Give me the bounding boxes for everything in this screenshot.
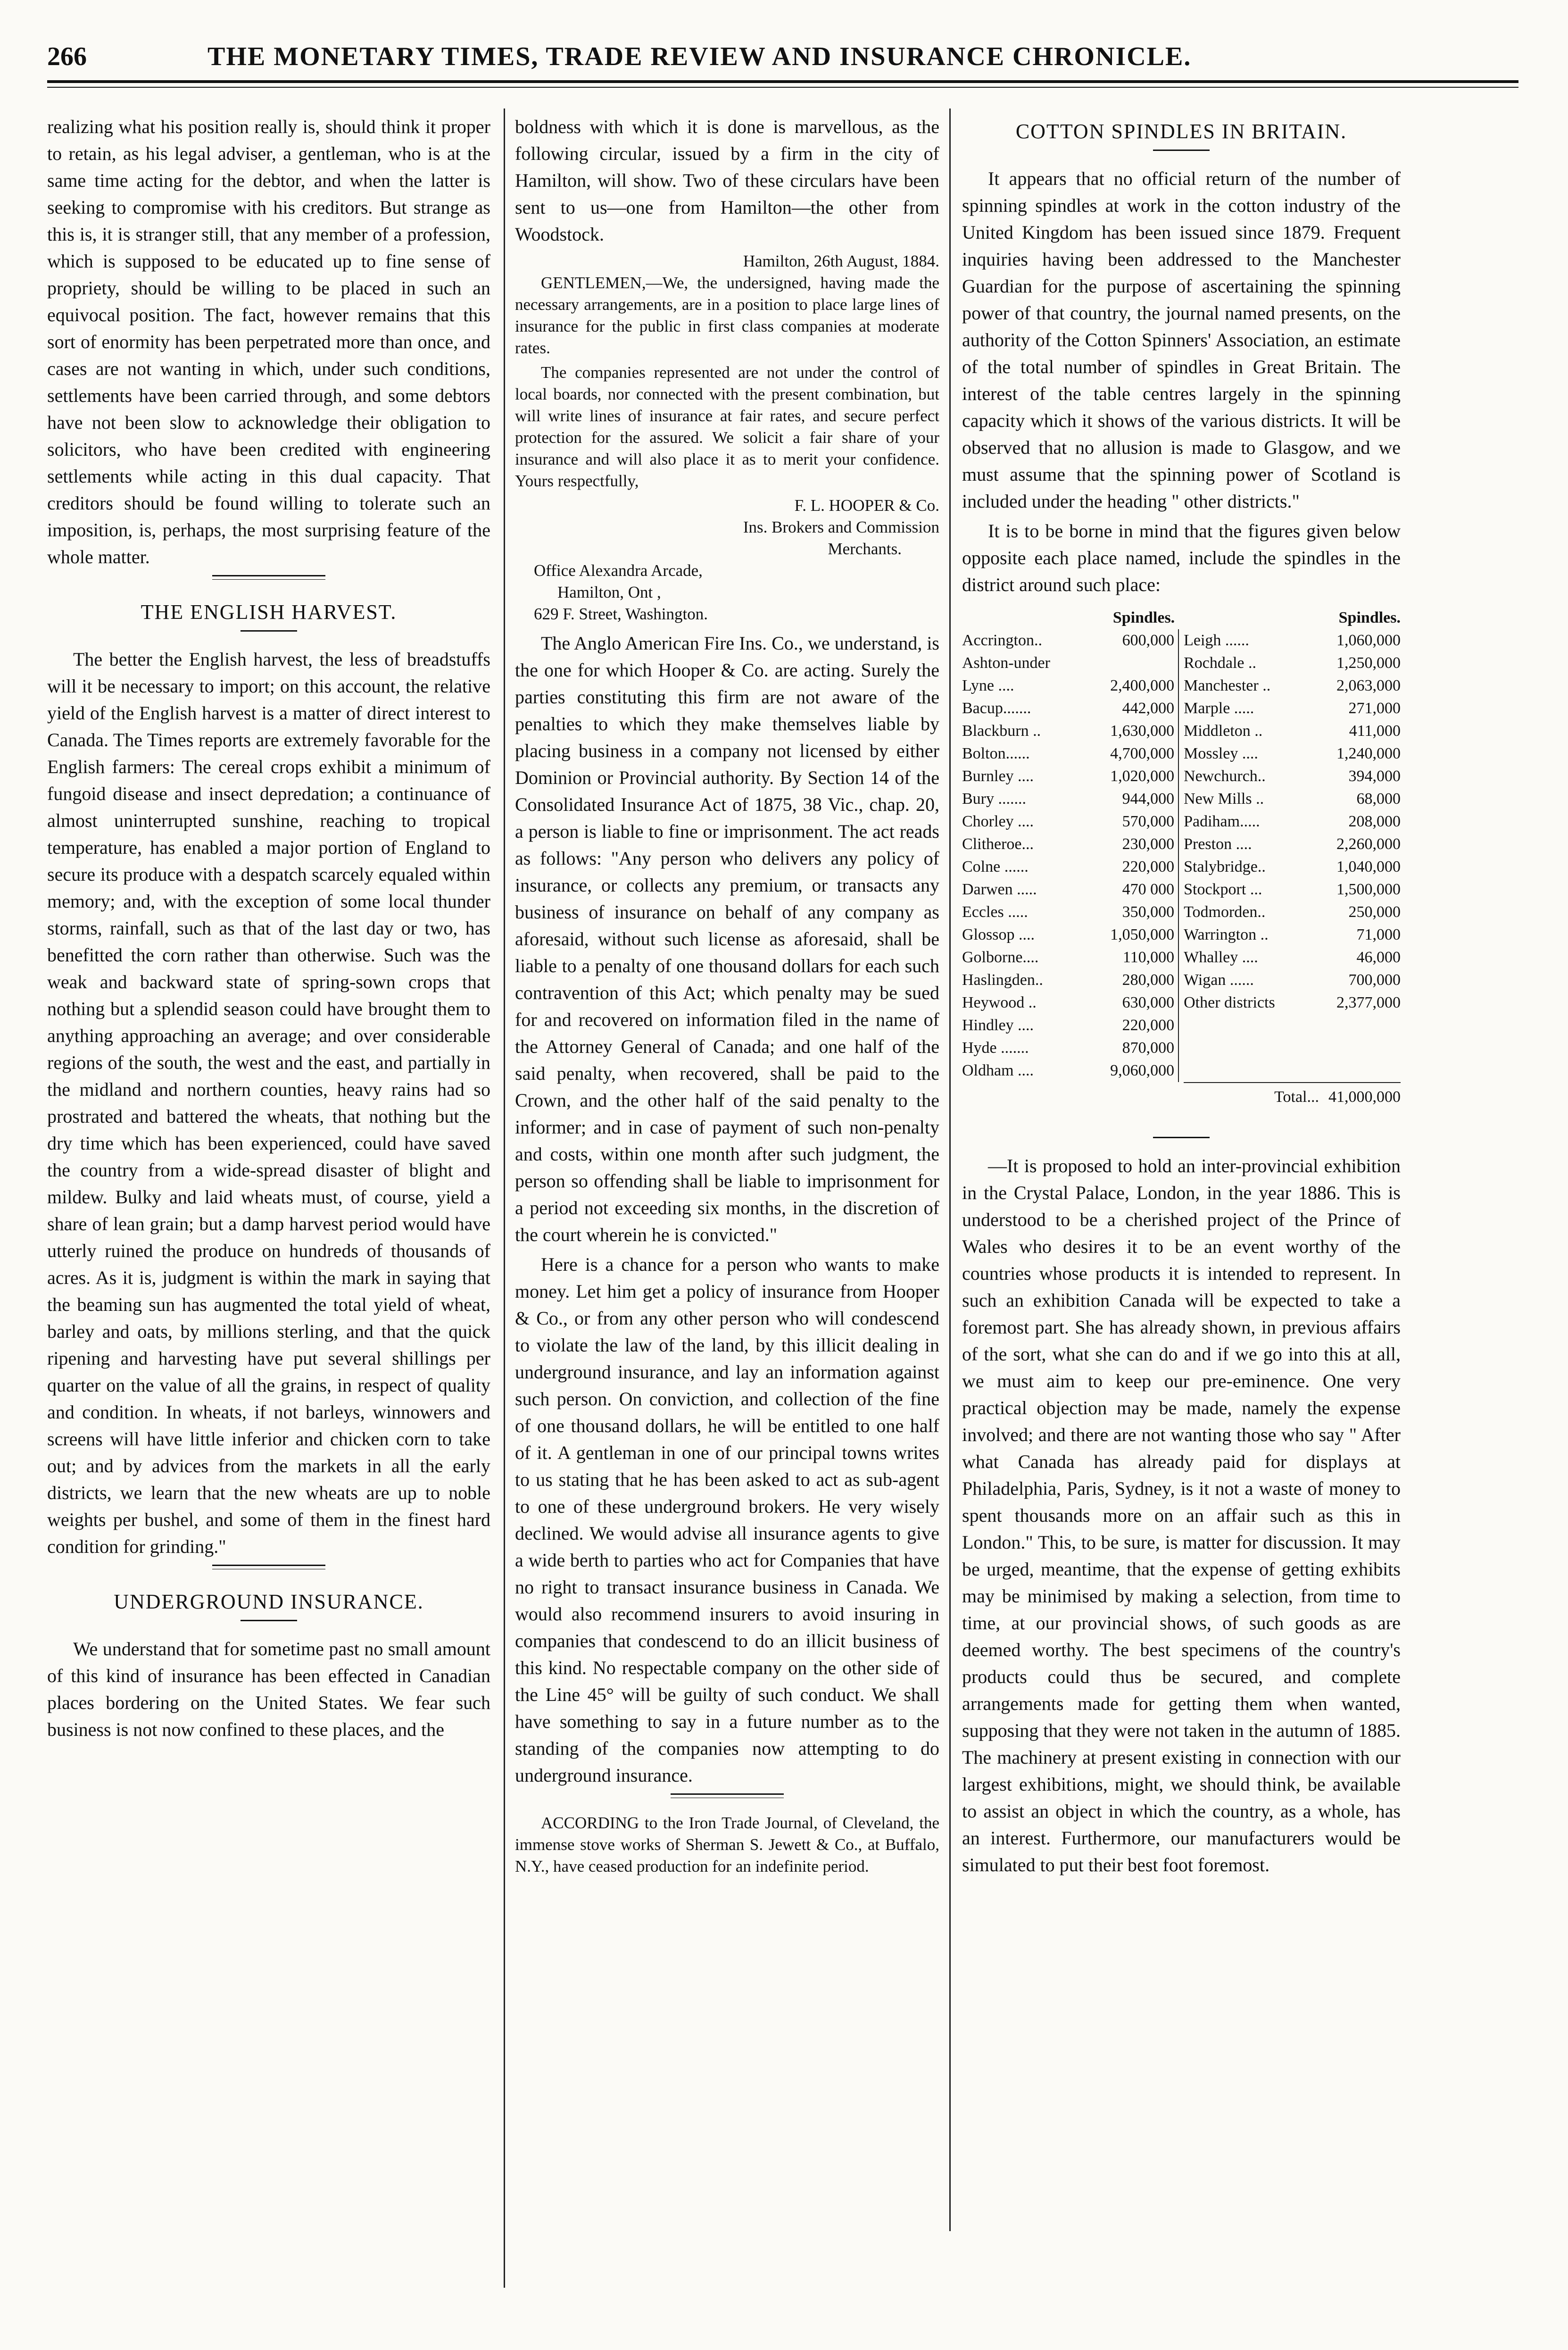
page-number: 266 — [47, 42, 87, 71]
dateline: Hamilton, 26th August, 1884. — [743, 252, 939, 270]
place-name: Bacup....... — [962, 700, 1031, 717]
place-name: Chorley .... — [962, 813, 1034, 830]
total-value: 41,000,000 — [1328, 1088, 1401, 1106]
place-name: Lyne .... — [962, 677, 1014, 694]
place-name — [1179, 1037, 1308, 1059]
table-row — [962, 810, 1401, 833]
spindle-count: 208,000 — [1348, 813, 1401, 830]
place-name: Marple ..... — [1184, 700, 1254, 717]
place-name: Darwen ..... — [962, 881, 1037, 898]
spindle-count: 280,000 — [1078, 969, 1179, 992]
spindle-count: 570,000 — [1078, 810, 1179, 833]
place-name: Mossley .... — [1184, 745, 1258, 762]
place-name: Burnley .... — [962, 767, 1034, 785]
signature: Merchants. — [828, 540, 902, 558]
top-rule — [47, 80, 1518, 83]
table-row — [962, 720, 1401, 742]
place-name: Preston .... — [1184, 835, 1252, 853]
spindle-count: 1,060,000 — [1336, 632, 1401, 649]
table-row — [962, 878, 1401, 901]
place-name: Oldham .... — [962, 1062, 1034, 1079]
table-row — [962, 765, 1401, 788]
spindle-count: 68,000 — [1356, 790, 1401, 808]
spindle-count: 394,000 — [1348, 767, 1401, 785]
paragraph: The Anglo American Fire Ins. Co., we understand, is the one for which Hooper & Co. are acting. Surely the parties constituting this firm are not aware of the penalties to which they make themselves liable by placing business in a company not licensed by either Dominion or Provincial authority. By Section 14 of the Consolidated Insurance Act of 1875, 38 Vic., chap. 20, a person is liable to fine or imprisonment. The act reads as follows: "Any person who delivers any policy of insurance, or collects any premium, or transacts any business of insurance on behalf of any company as aforesaid, without such license as aforesaid, shall be liable to a penalty of one thousand dollars for each such contravention of this Act; which penalty may be sued for and recovered on information filed in the name of the Attorney General of Canada; and one half of the said penalty, when recovered, shall be paid to the Crown, and the other half of the said penalty to the informer; and in case of payment of such non-penalty and costs, within one month after such judgment, the person so offending shall be liable to imprisonment for a period not exceeding six months, in the discretion of the court wherein he is convicted." — [515, 633, 939, 1245]
heading-rule — [1153, 150, 1210, 151]
place-name: Whalley .... — [1184, 949, 1258, 966]
spindle-count: 700,000 — [1348, 971, 1401, 989]
spindle-count: 350,000 — [1078, 901, 1179, 924]
spindle-count: 2,377,000 — [1336, 994, 1401, 1011]
section-divider — [212, 1565, 325, 1569]
spindles-table — [962, 607, 1401, 1108]
table-row — [962, 833, 1401, 856]
spindle-count: 600,000 — [1078, 629, 1179, 652]
place-name: Bolton...... — [962, 745, 1030, 762]
table-header-cell: Spindles. — [1112, 609, 1175, 626]
place-name: Bury ....... — [962, 790, 1026, 808]
table-header-cell: Spindles. — [1338, 609, 1401, 626]
place-name: Newchurch.. — [1184, 767, 1266, 785]
section-divider — [212, 575, 325, 580]
table-row — [962, 1014, 1401, 1037]
spindle-count: 2,260,000 — [1336, 835, 1401, 853]
spindle-count: 220,000 — [1078, 856, 1179, 878]
section-divider — [1153, 1137, 1210, 1138]
column-3 — [962, 113, 1401, 1881]
table-row — [962, 992, 1401, 1014]
spindle-count: 46,000 — [1356, 949, 1401, 966]
paragraph: We understand that for sometime past no small amount of this kind of insurance has been effected in Canadian places bordering on the United States. We fear such business is not now confined to these places, and the — [47, 1638, 490, 1740]
paragraph: It appears that no official return of the number of spinning spindles at work in the cotton industry of the United Kingdom has been issued since 1879. Frequent inquiries having been addressed to the Manchester Guardian for the purpose of ascertaining the spinning power of that country, the journal named presents, on the authority of the Cotton Spinners' Association, an estimate of the total number of spindles in Great Britain. The interest of the table centres largely in the spinning capacity which it shows of the various districts. It will be observed that no allusion is made to Glasgow, and we must assume that the spinning power of Scotland is included under the heading " other districts." — [962, 168, 1401, 512]
place-name: Stockport ... — [1184, 881, 1262, 898]
office-address: Hamilton, Ont , — [557, 583, 661, 601]
table-row — [962, 1059, 1401, 1082]
table-body — [962, 629, 1401, 1082]
spindle-count: 1,630,000 — [1078, 720, 1179, 742]
table-row — [962, 946, 1401, 969]
spindle-count: 1,050,000 — [1078, 924, 1179, 946]
spindle-count: 2,400,000 — [1078, 675, 1179, 697]
heading-rule — [241, 1620, 297, 1621]
table-row — [962, 742, 1401, 765]
place-name: Glossop .... — [962, 926, 1035, 943]
place-name: Accrington.. — [962, 632, 1042, 649]
spindle-count: 110,000 — [1078, 946, 1179, 969]
place-name: Other districts — [1184, 994, 1275, 1011]
place-name: Stalybridge.. — [1184, 858, 1266, 875]
spindle-count: 944,000 — [1078, 788, 1179, 810]
section-divider — [671, 1793, 784, 1798]
spindle-count: 1,500,000 — [1336, 881, 1401, 898]
place-name: Hindley .... — [962, 1017, 1034, 1034]
place-name: Blackburn .. — [962, 722, 1041, 740]
office-address: 629 F. Street, Washington. — [534, 605, 708, 623]
paragraph: realizing what his position really is, should think it proper to retain, as his legal adviser, a gentleman, who is at the same time acting for the debtor, and when the latter is seeking to compromise with his creditors. But strange as this is, it is stranger still, that any member of a profession, which is supposed to be educated up to fine sense of propriety, should be willing to be placed in such an equivocal position. The fact, however remains that this sort of enormity has been perpetrated more than once, and cases are not wanting in which, under such conditions, settlements have been carried through, and some debtors have not been slow to acknowledge their obligation to solicitors, who have been credited with engineering settlements while acting in this dual capacity. That creditors should be found willing to tolerate such an imposition, is, perhaps, the most surprising feature of the whole matter. — [47, 116, 490, 567]
spindle-count — [1078, 652, 1179, 675]
spindle-count — [1308, 1059, 1401, 1082]
table-header — [962, 607, 1401, 629]
place-name: Haslingden.. — [962, 971, 1043, 989]
spindle-count: 870,000 — [1078, 1037, 1179, 1059]
place-name: Manchester .. — [1184, 677, 1271, 694]
section-heading: COTTON SPINDLES IN BRITAIN. — [1015, 120, 1347, 143]
spindle-count: 1,040,000 — [1336, 858, 1401, 875]
spindle-count: 230,000 — [1078, 833, 1179, 856]
office-address: Office Alexandra Arcade, — [534, 561, 703, 580]
paragraph: —It is proposed to hold an inter-provincial exhibition in the Crystal Palace, London, in the year 1886. This is understood to be a cherished project of the Prince of Wales who desires it to be an event worthy of the countries whose products it is intended to represent. In such an exhibition Canada will be expected to take a foremost part. She has already shown, in previous affairs of the sort, what she can do and if we go into this at all, we must aim to keep our pre-eminence. One very practical objection may be made, namely the expense involved; and there are not wanting those who say " After what Canada has already paid for displays at Philadelphia, Paris, Sydney, is it not a waste of money to spent thousands more on an affair such as this in London." This, to be sure, is matter for discussion. It may be urged, meantime, that the expense of getting exhibits may be minimised by making a selection, from time to time, at our provincial shows, of such goods as are deemed worthy. The best specimens of the country's products could thus be secured, and complete arrangements made for getting them when wanted, supposing that they were not taken in the autumn of 1885. The machinery at present existing in connection with our largest exhibitions, might, we should think, be available to assist an object in which the country, as a whole, has an interest. Furthermore, our manufacturers would be simulated to put their best foot foremost. — [962, 1155, 1401, 1875]
paragraph: It is to be borne in mind that the figures given below opposite each place named, include the spindles in the district around such place: — [962, 520, 1401, 595]
table-total — [1184, 1082, 1401, 1108]
table-row — [962, 924, 1401, 946]
spindle-count: 1,250,000 — [1336, 654, 1401, 672]
spindle-count: 4,700,000 — [1078, 742, 1179, 765]
place-name: Ashton-under — [962, 654, 1050, 672]
place-name: Rochdale .. — [1184, 654, 1257, 672]
table-row — [962, 969, 1401, 992]
table-row — [962, 901, 1401, 924]
spindle-count: 9,060,000 — [1078, 1059, 1179, 1082]
spindle-count: 220,000 — [1078, 1014, 1179, 1037]
place-name: Clitheroe... — [962, 835, 1034, 853]
table-row — [962, 652, 1401, 675]
signature: F. L. HOOPER & Co. — [794, 496, 939, 515]
place-name: Hyde ....... — [962, 1039, 1029, 1057]
column-divider-2 — [949, 108, 951, 2231]
place-name: Leigh ...... — [1184, 632, 1249, 649]
spindle-count: 411,000 — [1349, 722, 1401, 740]
top-rule-thin — [47, 87, 1518, 88]
place-name: Eccles ..... — [962, 903, 1028, 921]
place-name: Colne ...... — [962, 858, 1029, 875]
table-row — [962, 788, 1401, 810]
section-heading: UNDERGROUND INSURANCE. — [114, 1590, 424, 1613]
paragraph: Here is a chance for a person who wants to make money. Let him get a policy of insurance from Hooper & Co., or from any other person who will condescend to violate the law of the land, by this illicit dealing in underground insurance, and lay an information against such person. On conviction, and collection of the fine of one thousand dollars, he will be entitled to one half of it. A gentleman in one of our principal towns writes to us stating that he has been asked to act as sub-agent to one of these underground brokers. He very wisely declined. We would advise all insurance agents to give a wide berth to parties who act for Companies that have no right to transact insurance business in Canada. We would also recommend insurers to avoid insuring in companies that condescend to do an illicit business of this kind. No respectable company on the other side of the Line 45° will be guilty of such conduct. We shall have something to say in a future number as to the standing of the companies now attempting to do underground insurance. — [515, 1254, 939, 1786]
spindle-count: 1,020,000 — [1078, 765, 1179, 788]
spindle-count: 271,000 — [1348, 700, 1401, 717]
paragraph: ACCORDING to the Iron Trade Journal, of Cleveland, the immense stove works of Sherman S. Jewett & Co., at Buffalo, N.Y., have ceased production for an indefinite period. — [515, 1814, 939, 1875]
spindle-count — [1308, 1037, 1401, 1059]
total-label: Total... — [1274, 1088, 1319, 1106]
place-name: Warrington .. — [1184, 926, 1269, 943]
place-name: New Mills .. — [1184, 790, 1264, 808]
table-row — [962, 856, 1401, 878]
table-row — [962, 1037, 1401, 1059]
column-1 — [47, 113, 490, 1746]
masthead: THE MONETARY TIMES, TRADE REVIEW AND INSURANCE CHRONICLE. — [207, 42, 1192, 71]
place-name: Middleton .. — [1184, 722, 1263, 740]
place-name: Padiham..... — [1184, 813, 1260, 830]
circular-text: The companies represented are not under the control of local boards, nor connected with the present combination, but will write lines of insurance at fair rates, and secure perfect protection for the assured. We solicit a fair share of your insurance and will also place it as to merit your confidence. Yours respectfully, — [515, 363, 939, 490]
place-name: Heywood .. — [962, 994, 1037, 1011]
column-divider-1 — [504, 108, 505, 2288]
paragraph: boldness with which it is done is marvellous, as the following circular, issued by a firm in the city of Hamilton, will show. Two of these circulars have been sent to us—one from Hamilton—the other from Woodstock. — [515, 116, 939, 245]
spindle-count: 470 000 — [1078, 878, 1179, 901]
spindle-count: 250,000 — [1348, 903, 1401, 921]
circular-text: GENTLEMEN,—We, the undersigned, having made the necessary arrangements, are in a position to place large lines of insurance for the public in first class companies at moderate rates. — [515, 274, 939, 357]
spindle-count: 71,000 — [1356, 926, 1401, 943]
signature: Ins. Brokers and Commission — [743, 518, 939, 536]
table-row — [962, 675, 1401, 697]
spindle-count: 630,000 — [1078, 992, 1179, 1014]
spindle-count: 1,240,000 — [1336, 745, 1401, 762]
spindle-count: 442,000 — [1078, 697, 1179, 720]
place-name: Wigan ...... — [1184, 971, 1254, 989]
spindle-count: 2,063,000 — [1336, 677, 1401, 694]
table-row — [962, 629, 1401, 652]
spindle-count — [1308, 1014, 1401, 1037]
place-name — [1179, 1059, 1308, 1082]
place-name: Golborne.... — [962, 949, 1039, 966]
place-name — [1179, 1014, 1308, 1037]
paragraph: The better the English harvest, the less of breadstuffs will it be necessary to import; on this account, the relative yield of the English harvest is a matter of direct interest to Canada. The Times reports are extremely favorable for the English farmers: The cereal crops exhibit a minimum of fungoid disease and insect depredation; a continuance of almost uninterrupted sunshine, reaching to tropical temperature, has enabled a major portion of England to secure its produce with a despatch scarcely equaled within memory; and, with the exception of some local thunder storms, rainfall, such as that of the last day or two, has benefitted the corn rather than otherwise. Such was the weak and backward state of spring-sown crops that nothing but a splendid season could have brought them to anything approaching an average; and over considerable regions of the south, the west and the east, and partially in the midland and northern counties, heavy rains had so prostrated and battered the wheats, that nothing but the dry time which has been experienced, could have saved the country from a wide-spread disaster of blight and mildew. Bulky and laid wheats must, of course, yield a share of lean grain; but a damp harvest period would have utterly ruined the produce on hundreds of thousands of acres. As it is, judgment is within the mark in saying that the beaming sun has augmented the total yield of wheat, barley and oats, by millions sterling, and that the quick ripening and harvesting have put several shillings per quarter on the value of all the grains, in respect of quality and condition. In wheats, if not barleys, winnowers and screens will have little inferior and chicken corn to take out; and by advices from the markets in all the early districts, we learn that the new wheats are up to noble weights per bushel, and some of them in the finest hard condition for grinding." — [47, 649, 490, 1557]
place-name: Todmorden.. — [1184, 903, 1266, 921]
table-row — [962, 697, 1401, 720]
section-heading: THE ENGLISH HARVEST. — [141, 600, 397, 624]
heading-rule — [241, 630, 297, 632]
column-2 — [515, 113, 939, 1880]
